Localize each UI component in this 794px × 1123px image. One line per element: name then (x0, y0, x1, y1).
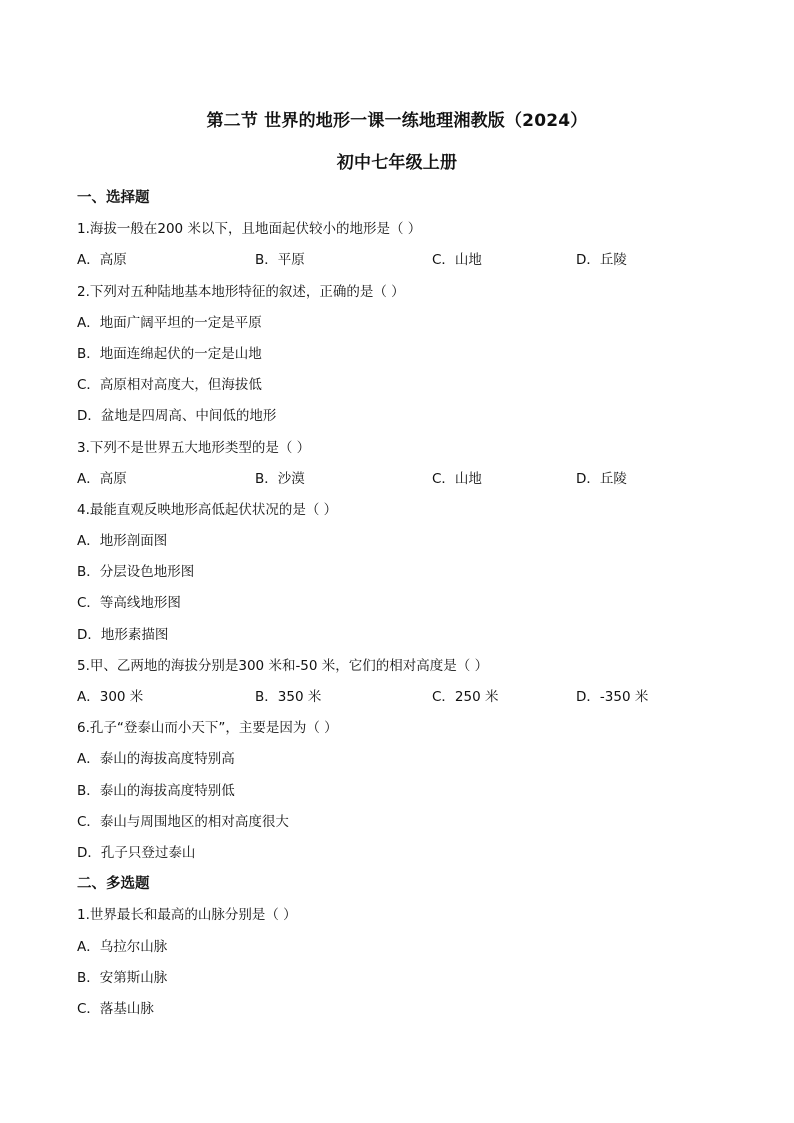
question-stem-1: 1.海拔一般在200 米以下，且地面起伏较小的地形是（ ） (77, 221, 422, 238)
option-b: B．安第斯山脉 (77, 969, 168, 986)
option-d: D．丘陵 (576, 252, 627, 269)
option-a: A．地形剖面图 (77, 533, 168, 550)
question-stem-2: 2.下列对五种陆地基本地形特征的叙述，正确的是（ ） (77, 283, 405, 300)
option-d: D．-350 米 (576, 689, 649, 705)
question-options-5 (77, 682, 737, 713)
option-c: C．落基山脉 (77, 1000, 154, 1017)
question-options-3 (77, 464, 737, 495)
option-b: B．泰山的海拔高度特别低 (77, 782, 235, 799)
question-stem-4: 4.最能直观反映地形高低起伏状况的是（ ） (77, 501, 338, 518)
option-d: D．丘陵 (576, 470, 627, 487)
option-a: A．高原 (77, 252, 127, 269)
option-c: C．250 米 (432, 689, 499, 705)
option-a: A．地面广阔平坦的一定是平原 (77, 314, 262, 331)
option-c: C．山地 (432, 470, 482, 487)
option-b: B．沙漠 (255, 470, 305, 487)
option-c: C．等高线地形图 (77, 595, 181, 612)
document-subtitle: 初中七年级上册 (336, 153, 458, 173)
document-body (77, 183, 737, 1025)
option-c: C．泰山与周围地区的相对高度很大 (77, 813, 289, 830)
question-options-1 (77, 245, 737, 276)
option-a: A．300 米 (77, 689, 144, 705)
option-d: D．盆地是四周高、中间低的地形 (77, 408, 277, 425)
option-d: D．孔子只登过泰山 (77, 844, 196, 861)
question-stem-multi-1: 1.世界最长和最高的山脉分别是（ ） (77, 907, 297, 924)
option-d: D．地形素描图 (77, 626, 169, 643)
option-c: C．山地 (432, 252, 482, 269)
option-b: B．平原 (255, 252, 305, 269)
question-stem-6: 6.孔子“登泰山而小天下”，主要是因为（ ） (77, 720, 338, 737)
section-heading-multi: 二、多选题 (77, 876, 150, 893)
option-b: B．分层设色地形图 (77, 564, 195, 581)
question-stem-5: 5.甲、乙两地的海拔分别是300 米和-50 米，它们的相对高度是（ ） (77, 657, 489, 674)
option-a: A．泰山的海拔高度特别高 (77, 751, 235, 768)
question-stem-3: 3.下列不是世界五大地形类型的是（ ） (77, 439, 311, 456)
option-c: C．高原相对高度大，但海拔低 (77, 377, 262, 394)
section-heading-choice: 一、选择题 (77, 190, 150, 206)
option-a: A．高原 (77, 470, 127, 487)
document-title: 第二节 世界的地形一课一练地理湘教版（2024） (206, 111, 588, 131)
option-b: B．地面连绵起伏的一定是山地 (77, 345, 262, 362)
option-b: B．350 米 (255, 689, 322, 705)
option-a: A．乌拉尔山脉 (77, 938, 168, 955)
